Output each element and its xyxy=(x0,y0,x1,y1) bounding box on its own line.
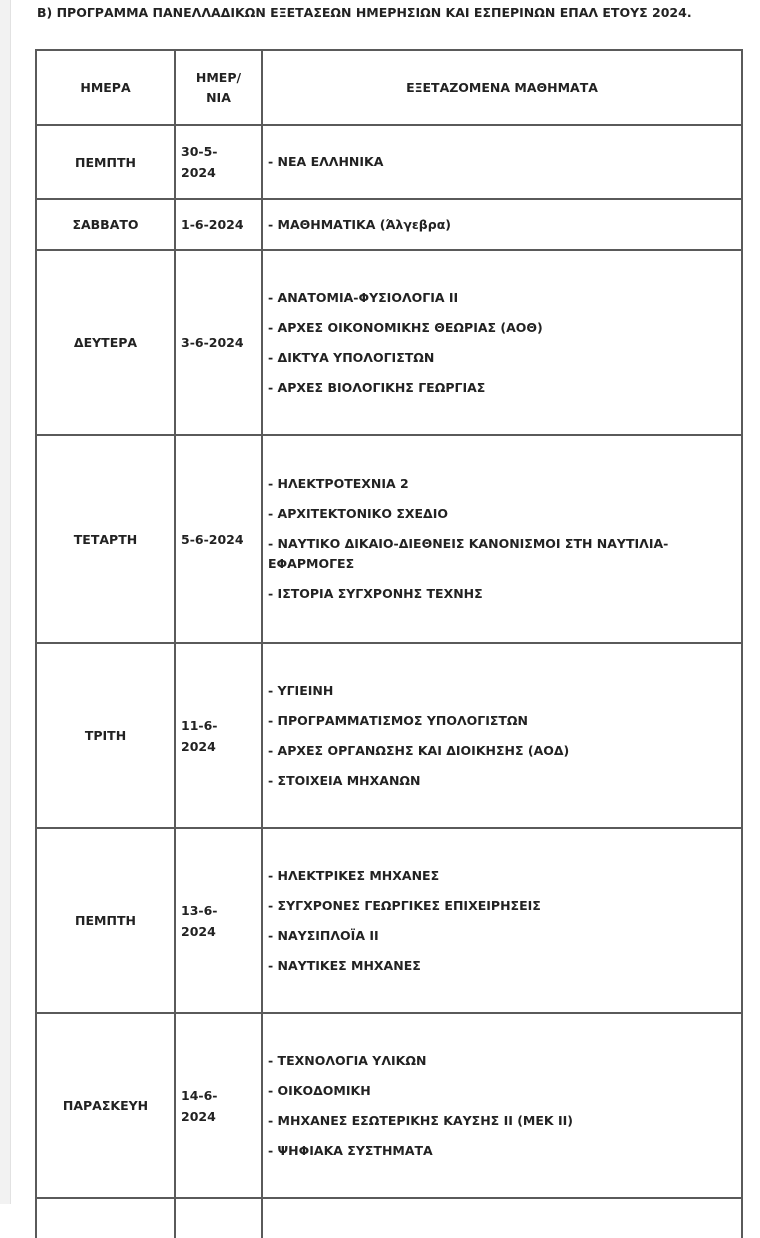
subject-item: - ΔΙΚΤΥΑ ΥΠΟΛΟΓΙΣΤΩΝ xyxy=(268,349,435,365)
subject-item: - ΣΥΓΧΡΟΝΕΣ ΓΕΩΡΓΙΚΕΣ ΕΠΙΧΕΙΡΗΣΕΙΣ xyxy=(268,897,541,913)
date-line2: 2024 xyxy=(181,923,216,939)
subject-item: - ΗΛΕΚΤΡΟΤΕΧΝΙΑ 2 xyxy=(268,476,409,491)
table-row xyxy=(36,199,742,250)
header-day: ΗΜΕΡΑ xyxy=(36,50,175,125)
subject-item: - ΥΓΙΕΙΝΗ xyxy=(268,682,334,698)
subject-item: - ΑΝΑΤΟΜΙΑ-ΦΥΣΙΟΛΟΓΙΑ ΙΙ xyxy=(268,289,459,305)
subject-item: - ΟΙΚΟΔΟΜΙΚΗ xyxy=(268,1082,371,1098)
table-header-row xyxy=(36,50,742,125)
date-line1: 30-5- xyxy=(181,144,218,159)
day-cell: ΣΑΒΒΑΤΟ xyxy=(36,199,175,250)
date-line2: 2024 xyxy=(181,165,216,180)
subjects-cell xyxy=(262,1013,742,1198)
day-cell: ΤΕΤΑΡΤΗ xyxy=(36,435,175,643)
subject-item: - ΣΤΟΙΧΕΙΑ ΜΗΧΑΝΩΝ xyxy=(268,772,421,788)
header-date-line1: ΗΜΕΡ/ xyxy=(195,69,242,85)
table-row xyxy=(36,435,742,643)
subjects-cell xyxy=(262,125,742,199)
subject-item: - ΝΑΥΤΙΚΕΣ ΜΗΧΑΝΕΣ xyxy=(268,957,421,973)
date-cell: 3-6-2024 xyxy=(175,250,262,435)
day-cell: ΤΡΙΤΗ xyxy=(36,643,175,828)
header-subjects: ΕΞΕΤΑΖΟΜΕΝΑ ΜΑΘΗΜΑΤΑ xyxy=(262,50,742,125)
date-line2: 2024 xyxy=(181,738,216,754)
exam-schedule-table xyxy=(35,49,743,1238)
day-cell: ΠΑΡΑΣΚΕΥΗ xyxy=(36,1013,175,1198)
subjects-cell xyxy=(262,828,742,1013)
header-date xyxy=(175,50,262,125)
day-cell: ΠΕΜΠΤΗ xyxy=(36,828,175,1013)
page-left-margin xyxy=(0,0,11,1204)
table-row xyxy=(36,828,742,1013)
header-date-line2: ΝΙΑ xyxy=(206,89,231,105)
date-line1: 11-6- xyxy=(181,717,218,733)
date-cell xyxy=(175,125,262,199)
date-cell xyxy=(175,828,262,1013)
table-row xyxy=(36,643,742,828)
day-cell xyxy=(36,1198,175,1238)
date-cell xyxy=(175,643,262,828)
date-line1: 13-6- xyxy=(181,902,218,918)
date-line2: 2024 xyxy=(181,1108,216,1124)
table-row-partial xyxy=(36,1198,742,1238)
date-line1: 14-6- xyxy=(181,1087,218,1103)
subject-item: - ΙΣΤΟΡΙΑ ΣΥΓΧΡΟΝΗΣ ΤΕΧΝΗΣ xyxy=(268,586,483,601)
subject-item: - ΨΗΦΙΑΚΑ ΣΥΣΤΗΜΑΤΑ xyxy=(268,1142,433,1158)
subject-item: - ΜΗΧΑΝΕΣ ΕΣΩΤΕΡΙΚΗΣ ΚΑΥΣΗΣ ΙΙ (ΜΕΚ ΙΙ) xyxy=(268,1112,573,1128)
date-cell: 1-6-2024 xyxy=(175,199,262,250)
subject-item: - ΑΡΧΕΣ ΒΙΟΛΟΓΙΚΗΣ ΓΕΩΡΓΙΑΣ xyxy=(268,379,486,395)
subjects-cell xyxy=(262,643,742,828)
subject-item: - ΝΑΥΤΙΚΟ ΔΙΚΑΙΟ-ΔΙΕΘΝΕΙΣ ΚΑΝΟΝΙΣΜΟΙ ΣΤΗ ΝΑΥΤΙΛΙΑ-ΕΦΑΡΜΟΓΕΣ xyxy=(268,536,669,571)
day-cell: ΠΕΜΠΤΗ xyxy=(36,125,175,199)
subject-item: - ΝΕΑ ΕΛΛΗΝΙΚΑ xyxy=(268,154,384,169)
subject-item: - ΑΡΧΕΣ ΟΡΓΑΝΩΣΗΣ ΚΑΙ ΔΙΟΙΚΗΣΗΣ (ΑΟΔ) xyxy=(268,742,570,758)
subjects-cell xyxy=(262,435,742,643)
subject-item: - ΑΡΧΕΣ ΟΙΚΟΝΟΜΙΚΗΣ ΘΕΩΡΙΑΣ (ΑΟΘ) xyxy=(268,319,543,335)
subject-item: - ΗΛΕΚΤΡΙΚΕΣ ΜΗΧΑΝΕΣ xyxy=(268,867,440,883)
date-cell: 5-6-2024 xyxy=(175,435,262,643)
day-cell: ΔΕΥΤΕΡΑ xyxy=(36,250,175,435)
table-row xyxy=(36,125,742,199)
subjects-cell xyxy=(262,250,742,435)
date-cell xyxy=(175,1198,262,1238)
subject-item: - ΑΡΧΙΤΕΚΤΟΝΙΚΟ ΣΧΕΔΙΟ xyxy=(268,506,449,521)
subject-item: - ΝΑΥΣΙΠΛΟΪΑ ΙΙ xyxy=(268,927,379,943)
subject-item: - ΠΡΟΓΡΑΜΜΑΤΙΣΜΟΣ ΥΠΟΛΟΓΙΣΤΩΝ xyxy=(268,712,529,728)
table-row xyxy=(36,1013,742,1198)
schedule-heading: Β) ΠΡΟΓΡΑΜΜΑ ΠΑΝΕΛΛΑΔΙΚΩΝ ΕΞΕΤΑΣΕΩΝ ΗΜΕΡΗΣΙΩΝ ΚΑΙ ΕΣΠΕΡΙΝΩΝ ΕΠΑΛ ΕΤΟΥΣ 2024. xyxy=(37,5,692,20)
date-cell xyxy=(175,1013,262,1198)
subjects-cell xyxy=(262,199,742,250)
subject-item: - ΤΕΧΝΟΛΟΓΙΑ ΥΛΙΚΩΝ xyxy=(268,1052,427,1068)
table-row xyxy=(36,250,742,435)
subjects-cell xyxy=(262,1198,742,1238)
subject-item: - ΜΑΘΗΜΑΤΙΚΑ (Άλγεβρα) xyxy=(268,216,452,232)
